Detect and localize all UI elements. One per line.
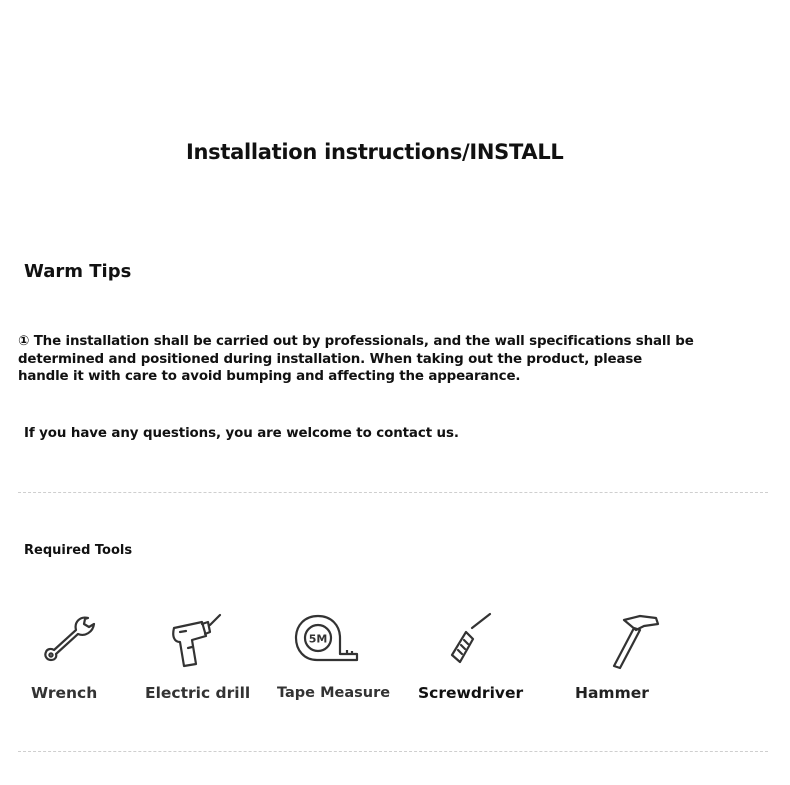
page-title: Installation instructions/INSTALL <box>186 140 564 164</box>
hammer-icon <box>598 612 668 672</box>
warm-tips-heading: Warm Tips <box>24 261 132 282</box>
tool-label-screwdriver: Screwdriver <box>418 684 524 702</box>
wrench-icon <box>38 610 108 670</box>
tool-label-tape-measure: Tape Measure <box>277 685 391 701</box>
required-tools-heading: Required Tools <box>24 543 133 558</box>
contact-note: If you have any questions, you are welcome to contact us. <box>24 426 459 441</box>
tape-measure-icon-text: 5M <box>308 632 328 646</box>
divider <box>18 492 768 493</box>
electric-drill-icon <box>162 610 232 670</box>
tape-measure-icon <box>291 608 361 668</box>
tool-label-electric-drill: Electric drill <box>145 684 251 702</box>
divider <box>18 751 768 752</box>
warm-tips-line: ① The installation shall be carried out by professionals, and the wall specifications shall be <box>18 334 694 349</box>
warm-tips-line: handle it with care to avoid bumping and affecting the appearance. <box>18 369 521 384</box>
warm-tips-line: determined and positioned during installation. When taking out the product, please <box>18 351 643 367</box>
tool-label-hammer: Hammer <box>575 684 649 702</box>
screwdriver-icon <box>440 610 510 670</box>
tool-label-wrench: Wrench <box>31 684 98 702</box>
warm-tips-text <box>18 333 694 386</box>
